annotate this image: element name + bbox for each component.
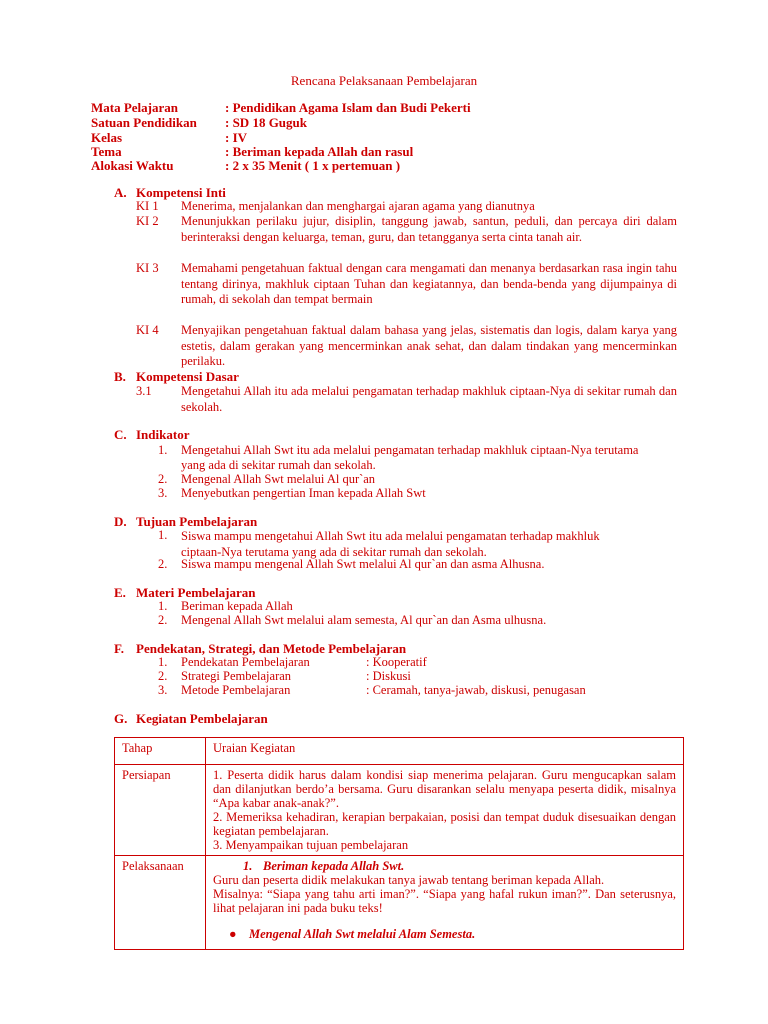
list-item-value: : Kooperatif — [366, 655, 427, 669]
ki-text: Menerima, menjalankan dan menghargai ajaran agama yang dianutnya — [181, 199, 535, 213]
activity-table — [114, 737, 684, 950]
section-e-heading: E. Materi Pembelajaran — [114, 585, 256, 600]
list-number: 2. — [158, 613, 168, 627]
list-item: Siswa mampu mengetahui Allah Swt itu ada melalui pengamatan terhadap makhluk ciptaan-Nya terutama yang ada di sekitar rumah dan sekolah. — [181, 529, 600, 559]
table-row — [115, 765, 684, 856]
list-number: 3. — [158, 683, 168, 697]
activity-paragraph: Misalnya: “Siapa yang tahu arti iman?”. “Siapa yang hafal rukun iman?”. Dan seterusnya, lihat pelajaran ini pada buku teks! — [213, 887, 676, 915]
activity-bullet: ● Mengenal Allah Swt melalui Alam Semesta. — [229, 927, 476, 941]
kd-label: 3.1 — [136, 384, 152, 398]
activity-line: 1. Peserta didik harus dalam kondisi siap menerima pelajaran. Guru mengucapkan salam dan dilanjutkan berdo’a bersama. Guru disarankan selalu menyapa peserta didik, misalnya “Apa kabar anak-anak?”. — [213, 768, 676, 810]
list-item-value: : Ceramah, tanya-jawab, diskusi, penugasan — [366, 683, 586, 697]
list-number: 1. — [158, 443, 168, 457]
bullet-icon: ● — [229, 927, 237, 941]
list-item: Mengenal Allah Swt melalui alam semesta, Al qur`an dan Asma ulhusna. — [181, 613, 547, 627]
activity-paragraph: Guru dan peserta didik melakukan tanya jawab tentang beriman kepada Allah. — [213, 873, 605, 887]
list-number: 1. — [158, 599, 168, 613]
table-header-uraian: Uraian Kegiatan — [206, 738, 684, 765]
list-item: Pendekatan Pembelajaran — [181, 655, 310, 669]
table-cell-stage: Pelaksanaan — [115, 856, 206, 950]
list-number: 1. — [158, 655, 168, 669]
document-title: Rencana Pelaksanaan Pembelajaran — [290, 73, 478, 88]
section-g-heading: G. Kegiatan Pembelajaran — [114, 711, 268, 726]
section-b-heading: B. Kompetensi Dasar — [114, 369, 239, 384]
list-number: 3. — [158, 486, 168, 500]
ki-text: Menunjukkan perilaku jujur, disiplin, tanggung jawab, santun, peduli, dan percaya diri dalam berinteraksi dengan keluarga, teman, guru, dan tetangganya serta cinta tanah air. — [181, 214, 677, 244]
ki-label: KI 4 — [136, 323, 159, 337]
meta-value: : Beriman kepada Allah dan rasul — [225, 144, 414, 159]
meta-school — [91, 115, 307, 131]
meta-label: Satuan Pendidikan — [91, 115, 197, 130]
table-header-tahap: Tahap — [115, 738, 206, 765]
ki-text: Memahami pengetahuan faktual dengan cara mengamati dan menanya berdasarkan rasa ingin tahu tentang dirinya, makhluk ciptaan Tuhan dan kegiatannya, dan benda-benda yang dijumpainya di rumah, di sekolah dan tempat bermain — [181, 261, 677, 306]
ki-label: KI 1 — [136, 199, 159, 213]
list-item: Strategi Pembelajaran — [181, 669, 292, 683]
section-f-heading: F. Pendekatan, Strategi, dan Metode Pembelajaran — [114, 641, 407, 656]
meta-subject — [91, 100, 471, 116]
section-a-heading: A. Kompetensi Inti — [114, 185, 226, 200]
activity-heading: 1. Beriman kepada Allah Swt. — [243, 859, 405, 873]
activity-line: 2. Memeriksa kehadiran, kerapian berpakaian, posisi dan tempat duduk disesuaikan dengan kegiatan pembelajaran. — [213, 810, 676, 838]
meta-label: Kelas — [91, 130, 123, 145]
list-item: Menyebutkan pengertian Iman kepada Allah Swt — [181, 486, 426, 500]
table-header-row — [115, 738, 684, 765]
meta-value: : SD 18 Guguk — [225, 115, 307, 130]
meta-value: : IV — [225, 130, 248, 145]
meta-label: Alokasi Waktu — [91, 158, 174, 173]
list-item: Mengetahui Allah Swt itu ada melalui pengamatan terhadap makhluk ciptaan-Nya terutama yang ada di sekitar rumah dan sekolah. — [181, 443, 639, 472]
list-number: 2. — [158, 669, 168, 683]
section-c-heading: C. Indikator — [114, 427, 190, 442]
section-d-heading: D. Tujuan Pembelajaran — [114, 514, 258, 529]
meta-value: : 2 x 35 Menit ( 1 x pertemuan ) — [225, 158, 401, 173]
ki-label: KI 2 — [136, 214, 159, 228]
list-number: 1. — [158, 528, 168, 542]
list-item-value: : Diskusi — [366, 669, 411, 683]
ki-label: KI 3 — [136, 261, 159, 275]
list-item: Mengenal Allah Swt melalui Al qur`an — [181, 472, 376, 486]
list-item: Beriman kepada Allah — [181, 599, 293, 613]
list-item: Metode Pembelajaran — [181, 683, 291, 697]
list-item: Siswa mampu mengenal Allah Swt melalui Al qur`an dan asma Alhusna. — [181, 557, 545, 571]
table-row — [115, 856, 684, 950]
meta-value: : Pendidikan Agama Islam dan Budi Pekerti — [225, 100, 471, 115]
table-cell-stage: Persiapan — [115, 765, 206, 856]
list-number: 2. — [158, 557, 168, 571]
meta-time — [91, 158, 400, 174]
meta-label: Mata Pelajaran — [91, 100, 179, 115]
activity-line: 3. Menyampaikan tujuan pembelajaran — [213, 838, 409, 852]
meta-label: Tema — [91, 144, 122, 159]
list-number: 2. — [158, 472, 168, 486]
kd-text: Mengetahui Allah itu ada melalui pengamatan terhadap makhluk ciptaan-Nya di sekitar rumah dan sekolah. — [181, 384, 677, 414]
ki-text: Menyajikan pengetahuan faktual dalam bahasa yang jelas, sistematis dan logis, dalam karya yang estetis, dalam gerakan yang mencerminkan anak sehat, dan dalam tindakan yang mencerminkan perilaku. — [181, 323, 677, 368]
table-cell-activity — [206, 765, 684, 856]
table-cell-activity — [206, 856, 684, 950]
